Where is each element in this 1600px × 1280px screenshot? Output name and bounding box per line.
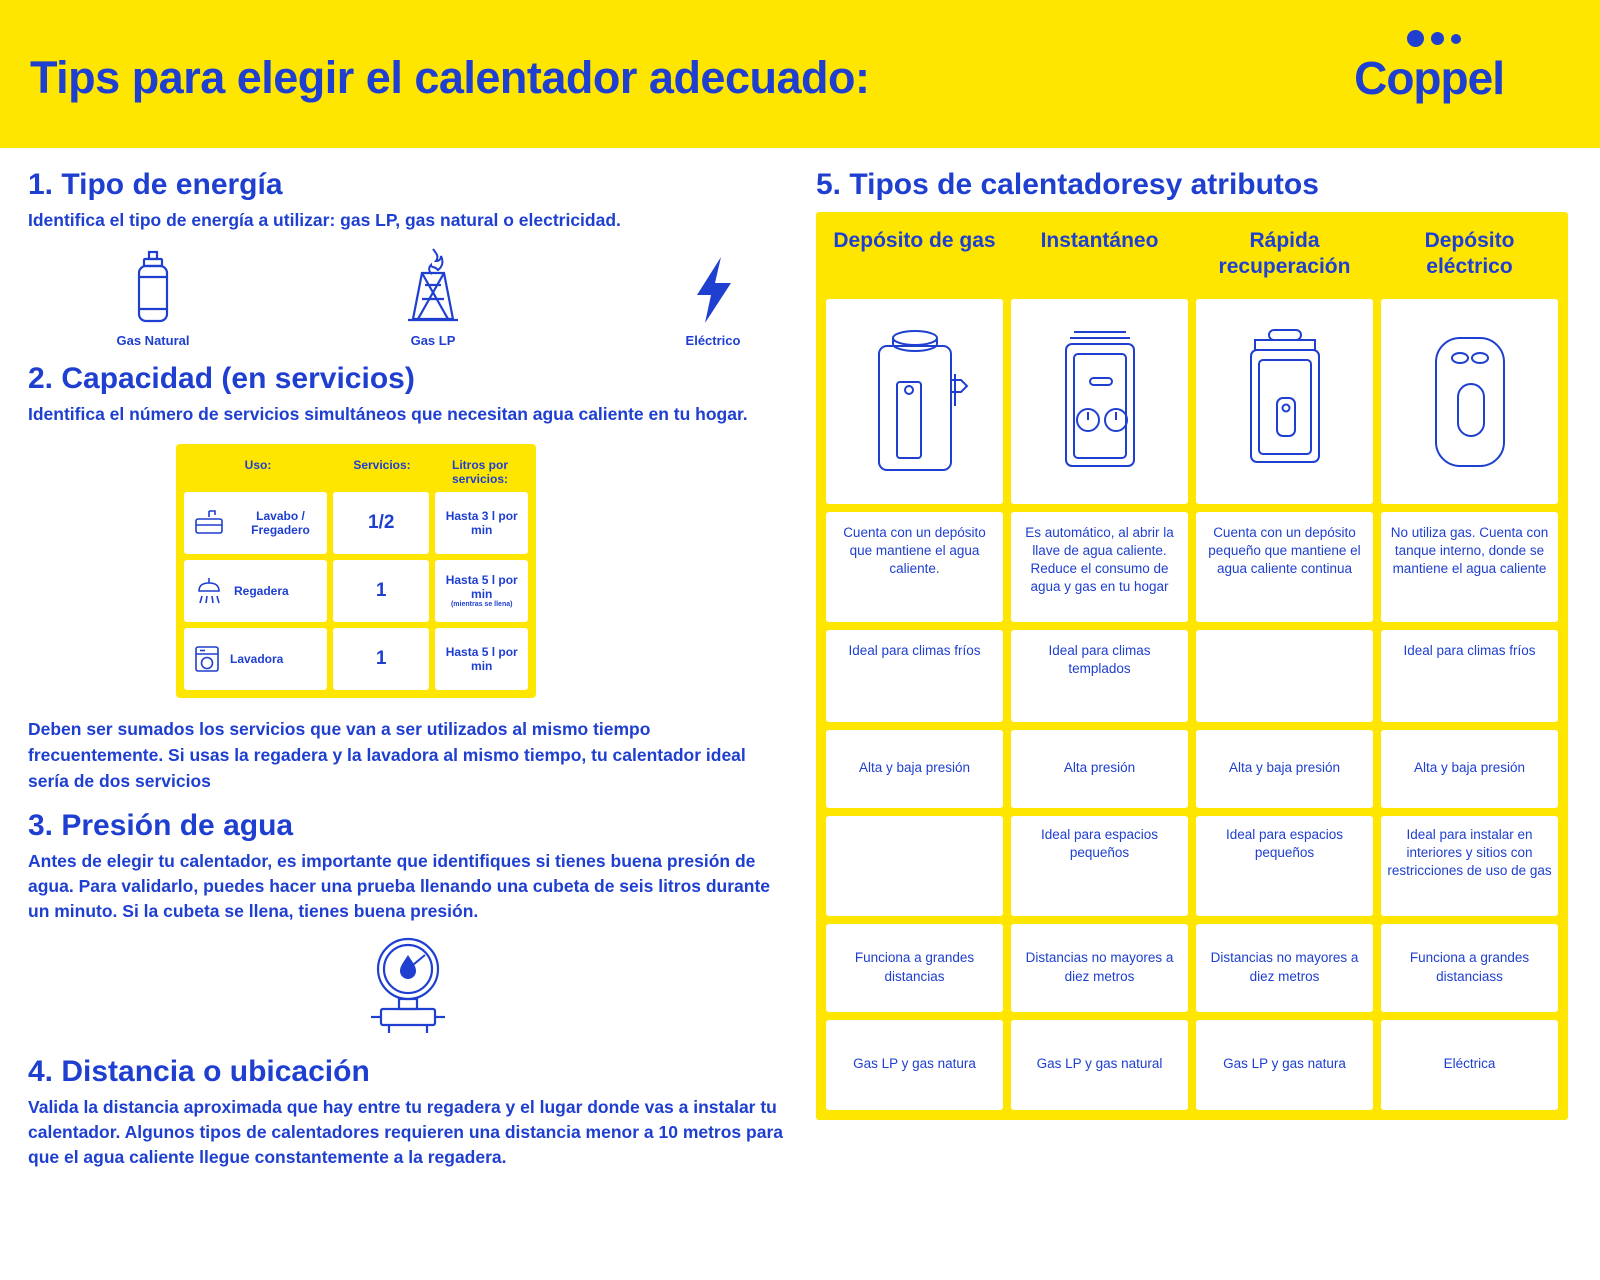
brand-logo <box>1354 30 1504 105</box>
attribute-cell <box>1196 630 1373 722</box>
section-3-title: 3. Presión de agua <box>28 808 294 842</box>
heater-types-grid <box>826 222 1558 1110</box>
header-banner <box>0 0 1600 148</box>
heater-types-table <box>816 212 1568 1120</box>
pressure-gauge-icon <box>28 927 788 1037</box>
services-table <box>176 444 536 698</box>
lightning-bolt-icon <box>648 247 778 325</box>
cell-litros-label: Hasta 5 l por min <box>445 573 518 602</box>
attribute-cell: Distancias no mayores a diez metros <box>1196 924 1373 1012</box>
energy-type-list <box>28 247 788 348</box>
section-tipo-de-energia <box>28 168 788 348</box>
column-header-deposito-electrico: Depósito eléctrico <box>1424 229 1515 279</box>
energy-item-gas-lp <box>368 247 498 348</box>
attribute-cell: Funciona a grandes distanciass <box>1381 924 1558 1012</box>
attribute-cell: Gas LP y gas natura <box>826 1020 1003 1110</box>
gas-tower-icon <box>368 247 498 325</box>
section-4-title: 4. Distancia o ubicación <box>28 1054 370 1088</box>
section-2-text: Identifica el número de servicios simultáneos que necesitan agua caliente en tu hogar. <box>28 404 748 425</box>
section-5-title: 5. Tipos de calentadoresy atributos <box>816 168 1319 201</box>
cell-litros-note: (mientras se llena) <box>450 601 513 609</box>
cell-litros <box>435 560 528 622</box>
attribute-cell: Ideal para espacios pequeños <box>1196 816 1373 916</box>
attribute-cell: Funciona a grandes distancias <box>826 924 1003 1012</box>
column-header-instantaneo: Instantáneo <box>1040 229 1159 252</box>
brand-dots-icon <box>1354 30 1504 47</box>
attribute-cell: Alta y baja presión <box>1381 730 1558 808</box>
section-2-title: 2. Capacidad (en servicios) <box>28 362 415 396</box>
attribute-cell: Ideal para climas fríos <box>826 630 1003 722</box>
attribute-cell <box>826 816 1003 916</box>
section-4-text: Valida la distancia aproximada que hay entre tu regadera y el lugar donde vas a instalar tu calentador. Algunos tipos de calentadores requieren una distancia menor a 10 metros para que el agua caliente llegue constantemente a la regadera. <box>28 1096 783 1168</box>
attribute-cell: Ideal para climas templados <box>1011 630 1188 722</box>
energy-label: Eléctrico <box>685 333 741 349</box>
cell-servicios: 1/2 <box>333 492 429 554</box>
washer-icon <box>192 643 222 675</box>
page-title: Tips para elegir el calentador adecuado: <box>30 52 870 103</box>
attribute-cell: Ideal para espacios pequeños <box>1011 816 1188 916</box>
shower-icon <box>192 575 226 607</box>
fast-recovery-heater-icon <box>1196 299 1373 504</box>
brand-name: Coppel <box>1354 52 1504 104</box>
section-presion-de-agua <box>28 809 788 1037</box>
left-column <box>28 168 788 1171</box>
cell-uso <box>184 628 327 690</box>
gas-tank-icon <box>88 247 218 325</box>
attribute-cell: Ideal para instalar en interiores y sitios con restricciones de uso de gas <box>1381 816 1558 916</box>
attribute-cell: Cuenta con un depósito que mantiene el agua caliente. <box>826 512 1003 622</box>
section-capacidad <box>28 362 788 794</box>
instant-heater-icon <box>1011 299 1188 504</box>
section-distancia-o-ubicacion <box>28 1055 788 1171</box>
energy-label: Gas Natural <box>116 333 190 349</box>
table-row <box>184 492 528 554</box>
attribute-cell: Es automático, al abrir la llave de agua caliente. Reduce el consumo de agua y gas en tu hogar <box>1011 512 1188 622</box>
attribute-cell: No utiliza gas. Cuenta con tanque interno, donde se mantiene el agua caliente <box>1381 512 1558 622</box>
table-row <box>184 560 528 622</box>
section-1-title: 1. Tipo de energía <box>28 168 283 201</box>
column-header-deposito-de-gas: Depósito de gas <box>833 229 996 252</box>
cell-uso-label: Lavabo / Fregadero <box>251 508 310 537</box>
col-header-litros: Litros por servicios: <box>451 457 509 486</box>
energy-item-gas-natural <box>88 247 218 348</box>
attribute-cell: Distancias no mayores a diez metros <box>1011 924 1188 1012</box>
section-2-note: Deben ser sumados los servicios que van a ser utilizados al mismo tiempo frecuentemente. Si usas la regadera y la lavadora al mismo tiempo, tu calentador ideal sería de dos servicios <box>28 718 746 792</box>
attribute-cell: Alta y baja presión <box>1196 730 1373 808</box>
cell-uso-label: Lavadora <box>230 651 284 666</box>
attribute-cell: Alta y baja presión <box>826 730 1003 808</box>
gas-storage-heater-icon <box>826 299 1003 504</box>
electric-storage-heater-icon <box>1381 299 1558 504</box>
cell-uso <box>184 492 327 554</box>
attribute-cell: Ideal para climas fríos <box>1381 630 1558 722</box>
right-column <box>816 168 1568 1120</box>
attribute-cell: Cuenta con un depósito pequeño que mantiene el agua caliente continua <box>1196 512 1373 622</box>
table-row <box>184 628 528 690</box>
cell-servicios: 1 <box>333 560 429 622</box>
col-header-uso: Uso: <box>244 457 272 472</box>
cell-uso-label: Regadera <box>234 583 289 598</box>
column-header-rapida-recuperacion: Rápida recuperación <box>1218 229 1351 279</box>
sink-icon <box>192 507 226 539</box>
attribute-cell: Gas LP y gas natura <box>1196 1020 1373 1110</box>
attribute-cell: Alta presión <box>1011 730 1188 808</box>
energy-item-electrico <box>648 247 778 348</box>
cell-servicios: 1 <box>333 628 429 690</box>
col-header-servicios: Servicios: <box>353 457 411 472</box>
section-3-text: Antes de elegir tu calentador, es importante que identifiques si tienes buena presión de agua. Para validarlo, puedes hacer una prueba llenando una cubeta de seis litros durante un minuto. Si la cubeta se llena, tienes buena presión. <box>28 850 771 922</box>
cell-uso <box>184 560 327 622</box>
attribute-cell: Gas LP y gas natural <box>1011 1020 1188 1110</box>
attribute-cell: Eléctrica <box>1381 1020 1558 1110</box>
cell-litros: Hasta 5 l por min <box>435 628 528 690</box>
services-table-header <box>184 452 528 492</box>
section-1-text: Identifica el tipo de energía a utilizar: gas LP, gas natural o electricidad. <box>28 210 621 230</box>
cell-litros: Hasta 3 l por min <box>435 492 528 554</box>
energy-label: Gas LP <box>410 333 456 349</box>
